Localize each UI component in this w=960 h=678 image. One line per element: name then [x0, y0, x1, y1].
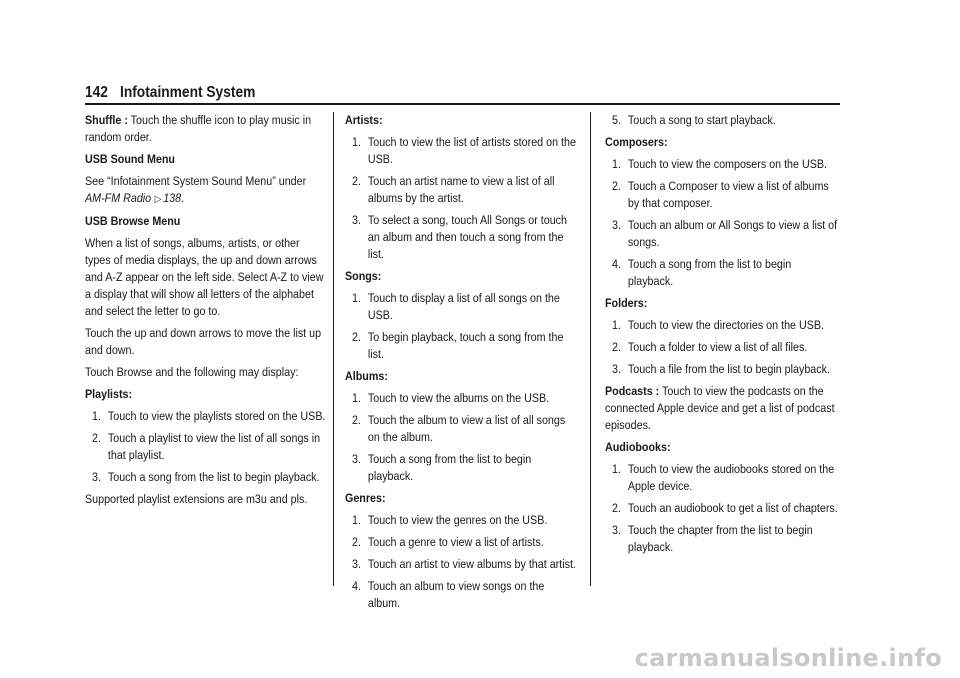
podcasts-label: Podcasts : [605, 384, 660, 398]
folders-heading: Folders: [605, 296, 648, 310]
usb-sound-menu-heading: USB Sound Menu [85, 152, 175, 166]
list-item [605, 256, 839, 290]
list-item [605, 500, 839, 517]
list-item [605, 217, 839, 251]
audiobooks-list [605, 461, 839, 556]
list-number: 2. [92, 431, 101, 445]
list-number: 2. [612, 501, 621, 515]
list-number: 3. [352, 557, 361, 571]
list-number: 2. [352, 535, 361, 549]
list-item [345, 290, 577, 324]
list-item [345, 451, 577, 485]
list-number: 1. [352, 135, 361, 149]
list-number: 2. [352, 330, 361, 344]
artists-heading: Artists: [345, 113, 383, 127]
list-text: Touch a song from the list to begin playback. [367, 452, 532, 483]
podcasts-text: Touch to view the podcasts on the connected Apple device and get a list of podcast episodes. [605, 384, 835, 432]
section-title: Infotainment System [120, 84, 256, 101]
playlist-extensions-paragraph: Supported playlist extensions are m3u and pls. [85, 492, 308, 506]
list-number: 3. [352, 213, 361, 227]
list-text: Touch a song from the list to begin playback. [107, 470, 320, 484]
list-number: 3. [612, 362, 621, 376]
list-item [345, 512, 577, 529]
list-number: 3. [92, 470, 101, 484]
list-item [85, 469, 328, 486]
list-item [605, 112, 839, 129]
list-text: Touch to view the playlists stored on the USB. [107, 409, 326, 423]
list-item [605, 522, 839, 556]
column-1 [85, 112, 330, 513]
list-item [605, 339, 839, 356]
list-number: 2. [612, 179, 621, 193]
list-text: Touch an album or All Songs to view a list of songs. [627, 218, 838, 249]
list-number: 4. [612, 257, 621, 271]
cross-reference-page[interactable]: 138 [163, 191, 182, 205]
column-divider-1 [333, 112, 334, 586]
see-suffix: . [181, 191, 185, 205]
list-text: Touch to view the directories on the USB. [627, 318, 825, 332]
browse-paragraph-3: Touch Browse and the following may display: [85, 365, 299, 379]
list-number: 2. [612, 340, 621, 354]
list-text: Touch an album to view songs on the album. [367, 579, 545, 610]
list-number: 1. [612, 157, 621, 171]
list-item [345, 534, 577, 551]
list-text: Touch a Composer to view a list of albums by that composer. [627, 179, 829, 210]
list-text: Touch the album to view a list of all songs on the album. [367, 413, 566, 444]
list-number: 1. [352, 513, 361, 527]
songs-list [345, 290, 577, 363]
playlists-list [85, 408, 328, 486]
list-text: Touch to view the audiobooks stored on the Apple device. [627, 462, 835, 493]
browse-paragraph-1: When a list of songs, albums, artists, or other types of media displays, the up and down arrows and A-Z appear on the left side. Select A-Z to view a display that will show all letters of the alphabet and select the letter to go to. [85, 236, 324, 318]
list-text: Touch an audiobook to get a list of chapters. [627, 501, 838, 515]
page-number: 142 [85, 84, 108, 101]
list-number: 1. [612, 462, 621, 476]
page-header [85, 84, 840, 102]
songs-heading: Songs: [345, 269, 382, 283]
list-item [605, 178, 839, 212]
list-number: 2. [352, 413, 361, 427]
folders-list [605, 317, 839, 378]
list-item [605, 317, 839, 334]
list-item [605, 156, 839, 173]
column-2 [345, 112, 579, 617]
list-number: 2. [352, 174, 361, 188]
list-text: Touch a song from the list to begin playback. [627, 257, 792, 288]
list-text: Touch a song to start playback. [627, 113, 776, 127]
list-number: 3. [352, 452, 361, 466]
list-text: Touch to display a list of all songs on the USB. [367, 291, 560, 322]
list-text: Touch a genre to view a list of artists. [367, 535, 544, 549]
list-text: Touch the chapter from the list to begin playback. [627, 523, 813, 554]
list-text: Touch to view the albums on the USB. [367, 391, 550, 405]
list-text: Touch to view the genres on the USB. [367, 513, 548, 527]
header-rule [85, 103, 840, 105]
albums-list [345, 390, 577, 485]
list-number: 1. [352, 391, 361, 405]
albums-heading: Albums: [345, 369, 388, 383]
audiobooks-heading: Audiobooks: [605, 440, 671, 454]
shuffle-text: Touch the shuffle icon to play music in random order. [85, 113, 312, 144]
playlists-heading: Playlists: [85, 387, 133, 401]
list-item [345, 329, 577, 363]
list-number: 4. [352, 579, 361, 593]
list-number: 1. [92, 409, 101, 423]
list-item [345, 173, 577, 207]
list-number: 3. [612, 523, 621, 537]
artists-list [345, 134, 577, 263]
list-item [345, 134, 577, 168]
genres-list [345, 512, 577, 612]
list-text: Touch a playlist to view the list of all songs in that playlist. [107, 431, 321, 462]
page-reference-icon: ▷ [154, 194, 162, 205]
list-item [345, 556, 577, 573]
list-item [345, 212, 577, 263]
list-text: Touch a folder to view a list of all files. [627, 340, 808, 354]
podcasts-paragraph [605, 383, 839, 434]
list-item [345, 578, 577, 612]
list-text: Touch to view the list of artists stored on the USB. [367, 135, 576, 166]
shuffle-paragraph [85, 112, 328, 146]
list-item [85, 430, 328, 464]
list-text: To begin playback, touch a song from the list. [367, 330, 564, 361]
genres-continued-list [605, 112, 839, 129]
list-item [345, 390, 577, 407]
list-item [345, 412, 577, 446]
list-item [85, 408, 328, 425]
usb-browse-menu-heading: USB Browse Menu [85, 214, 181, 228]
list-number: 1. [352, 291, 361, 305]
see-prefix: See “Infotainment System Sound Menu” under [85, 174, 307, 188]
list-text: Touch an artist to view albums by that artist. [367, 557, 576, 571]
list-text: Touch a file from the list to begin playback. [627, 362, 830, 376]
list-number: 3. [612, 218, 621, 232]
list-item [605, 361, 839, 378]
composers-list [605, 156, 839, 290]
list-number: 5. [612, 113, 621, 127]
list-item [605, 461, 839, 495]
browse-paragraph-2: Touch the up and down arrows to move the list up and down. [85, 326, 322, 357]
watermark: carmanualsonline.info [634, 644, 942, 672]
genres-heading: Genres: [345, 491, 386, 505]
shuffle-label: Shuffle : [85, 113, 128, 127]
list-number: 1. [612, 318, 621, 332]
column-3 [605, 112, 840, 561]
cross-reference-link[interactable]: AM-FM Radio [85, 191, 152, 205]
column-divider-2 [590, 112, 591, 586]
see-paragraph [85, 173, 328, 208]
composers-heading: Composers: [605, 135, 668, 149]
list-text: To select a song, touch All Songs or touch an album and then touch a song from the list. [367, 213, 568, 261]
list-text: Touch to view the composers on the USB. [627, 157, 827, 171]
list-text: Touch an artist name to view a list of all albums by the artist. [367, 174, 555, 205]
